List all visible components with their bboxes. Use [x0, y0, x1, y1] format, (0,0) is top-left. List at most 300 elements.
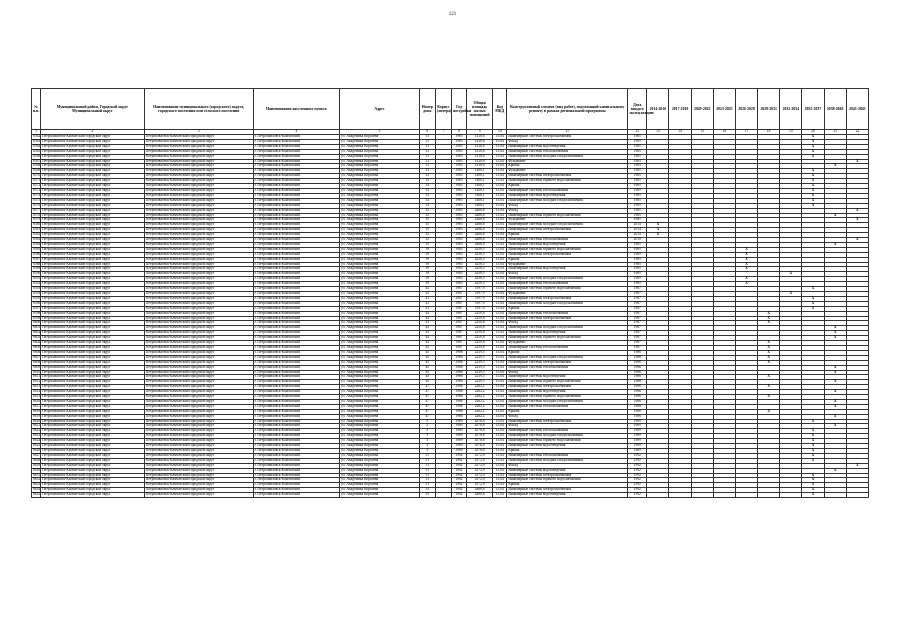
table-cell: 8604: [33, 340, 41, 345]
table-cell: 15,04: [493, 149, 507, 154]
table-cell: 1986: [628, 370, 647, 375]
table-cell: ул. Академика Королева: [340, 198, 420, 203]
table-cell: Инженерные системы электроснабжения: [507, 385, 628, 390]
table-cell: 15,04: [493, 306, 507, 311]
table-cell: г. Петропавловск-Камчатский: [253, 380, 340, 385]
table-cell: 15,04: [493, 493, 507, 498]
table-cell: Петропавловск-Камчатский городской округ: [144, 159, 253, 164]
table-cell: 15,04: [493, 434, 507, 439]
table-cell: X: [802, 478, 824, 483]
table-cell: 1986: [451, 370, 466, 375]
table-cell: Петропавловск-Камчатский городской округ: [41, 296, 145, 301]
table-cell: Петропавловск-Камчатский городской округ: [41, 306, 145, 311]
table-cell: 15,04: [493, 267, 507, 272]
table-cell: Петропавловск-Камчатский городской округ: [41, 242, 145, 247]
table-cell: X: [735, 282, 757, 287]
table-cell: 1418,6: [467, 154, 493, 159]
table-cell: Петропавловск-Камчатский городской округ: [144, 414, 253, 419]
table-cell: ул. Академика Королева: [340, 444, 420, 449]
table-cell: ул. Академика Королева: [340, 139, 420, 144]
table-cell: [735, 493, 757, 498]
table-cell: X: [647, 233, 669, 238]
table-cell: 8592: [33, 281, 41, 286]
table-cell: г. Петропавловск-Камчатский: [253, 493, 340, 498]
table-cell: 8602: [33, 330, 41, 335]
table-cell: Петропавловск-Камчатский городской округ: [144, 424, 253, 429]
table-cell: 15,04: [493, 341, 507, 346]
table-cell: 2239,5: [467, 365, 493, 370]
table-cell: 45: [419, 350, 435, 355]
table-cell: 15,04: [493, 213, 507, 218]
column-number: 7: [435, 130, 451, 135]
table-cell: Петропавловск-Камчатский городской округ: [144, 380, 253, 385]
table-cell: Петропавловск-Камчатский городской округ: [144, 228, 253, 233]
column-number: 22: [846, 130, 868, 135]
table-cell: 43: [419, 345, 435, 350]
table-cell: 15,04: [493, 272, 507, 277]
table-cell: Петропавловск-Камчатский городской округ: [144, 449, 253, 454]
table-cell: 1992: [451, 488, 466, 493]
table-cell: X: [758, 375, 780, 380]
table-cell: 15,04: [493, 228, 507, 233]
table-cell: 4576,8: [467, 449, 493, 454]
table-cell: Петропавловск-Камчатский городской округ: [41, 203, 145, 208]
column-header: Конструктивный элемент (вид работ), подлежащий капитальному ремонту в рамках региональной программы: [507, 89, 628, 130]
table-cell: г. Петропавловск-Камчатский: [253, 277, 340, 282]
table-cell: 31: [419, 164, 435, 169]
table-cell: 1986: [451, 365, 466, 370]
table-cell: Инженерные системы горячего водоснабжения: [507, 287, 628, 292]
table-cell: Фасад: [507, 203, 628, 208]
table-cell: Петропавловск-Камчатский городской округ: [41, 360, 145, 365]
table-cell: 4258,5: [467, 267, 493, 272]
table-cell: 8588: [33, 261, 41, 266]
table-cell: 15,04: [493, 282, 507, 287]
table-cell: 2019: [628, 238, 647, 243]
table-cell: Петропавловск-Камчатский городской округ: [144, 321, 253, 326]
table-cell: 15,04: [493, 208, 507, 213]
table-cell: ул. Академика Королева: [340, 213, 420, 218]
table-cell: X: [824, 414, 846, 419]
table-cell: X: [802, 449, 824, 454]
table-cell: 1992: [628, 483, 647, 488]
table-cell: г. Петропавловск-Камчатский: [253, 238, 340, 243]
table-cell: X: [758, 316, 780, 321]
table-cell: Петропавловск-Камчатский городской округ: [41, 287, 145, 292]
table-cell: 1418,6: [467, 159, 493, 164]
table-cell: Петропавловск-Камчатский городской округ: [144, 252, 253, 257]
table-cell: г. Петропавловск-Камчатский: [253, 385, 340, 390]
column-number: 8: [451, 130, 466, 135]
table-cell: 1986: [451, 385, 466, 390]
table-cell: 47: [419, 409, 435, 414]
table-cell: 1986: [628, 385, 647, 390]
table-cell: X: [735, 252, 757, 257]
table-cell: 1985: [451, 238, 466, 243]
table-cell: 4266,8: [467, 238, 493, 243]
table-cell: 8633: [33, 482, 41, 487]
table-cell: ул. Академика Королева: [340, 296, 420, 301]
column-header: № п.п.: [32, 89, 41, 130]
table-cell: X: [824, 424, 846, 429]
table-cell: 1985: [451, 135, 466, 140]
table-cell: 1985: [451, 228, 466, 233]
table-cell: 8620: [33, 418, 41, 423]
table-cell: 43: [419, 321, 435, 326]
table-cell: [669, 493, 691, 498]
table-cell: 1985: [451, 139, 466, 144]
table-cell: Инженерные системы горячего водоснабжения: [507, 179, 628, 184]
table-cell: 8580: [33, 222, 41, 227]
table-cell: 15,04: [493, 399, 507, 404]
table-cell: 15,04: [493, 287, 507, 292]
table-cell: г. Петропавловск-Камчатский: [253, 149, 340, 154]
table-cell: ул. Академика Королева: [340, 262, 420, 267]
table-cell: Петропавловск-Камчатский городской округ: [144, 434, 253, 439]
table-cell: X: [802, 174, 824, 179]
table-cell: г. Петропавловск-Камчатский: [253, 188, 340, 193]
table-cell: Петропавловск-Камчатский городской округ: [144, 233, 253, 238]
table-cell: 15,04: [493, 301, 507, 306]
table-cell: 1985: [451, 257, 466, 262]
column-number: 2: [41, 130, 145, 135]
table-cell: Петропавловск-Камчатский городской округ: [41, 478, 145, 483]
table-cell: 51: [419, 478, 435, 483]
table-cell: Инженерные системы горячего водоснабжения: [507, 478, 628, 483]
table-cell: 8623: [33, 433, 41, 438]
table-cell: ул. Академика Королева: [340, 360, 420, 365]
table-cell: 8584: [33, 241, 41, 246]
table-cell: X: [647, 228, 669, 233]
table-cell: ул. Академика Королева: [340, 306, 420, 311]
table-cell: г. Петропавловск-Камчатский: [253, 301, 340, 306]
table-cell: 31: [419, 139, 435, 144]
table-cell: Инженерные системы теплоснабжения: [507, 282, 628, 287]
table-cell: Петропавловск-Камчатский городской округ: [41, 385, 145, 390]
table-cell: ул. Академика Королева: [340, 395, 420, 400]
table-cell: ул. Академика Королева: [340, 483, 420, 488]
table-cell: Петропавловск-Камчатский городской округ: [41, 139, 145, 144]
table-cell: 2250,8: [467, 345, 493, 350]
table-cell: X: [758, 350, 780, 355]
table-cell: 5: [419, 434, 435, 439]
table-cell: [435, 493, 451, 498]
table-cell: 1985: [451, 218, 466, 223]
table-cell: Петропавловск-Камчатский городской округ: [41, 267, 145, 272]
table-cell: ул. Академика Королева: [340, 341, 420, 346]
table-cell: 2250,8: [467, 336, 493, 341]
table-cell: Петропавловск-Камчатский городской округ: [41, 188, 145, 193]
table-cell: г. Петропавловск-Камчатский: [253, 208, 340, 213]
table-cell: 1989: [628, 439, 647, 444]
table-cell: 41: [419, 306, 435, 311]
table-cell: 8635: [33, 492, 41, 497]
table-cell: 1986: [451, 409, 466, 414]
table-cell: Петропавловск-Камчатский городской округ: [41, 414, 145, 419]
table-cell: 31: [419, 154, 435, 159]
column-number: 1: [32, 130, 41, 135]
table-cell: 4576,8: [467, 439, 493, 444]
table-cell: X: [735, 277, 757, 282]
table-cell: Петропавловск-Камчатский городской округ: [144, 169, 253, 174]
table-cell: 1986: [451, 390, 466, 395]
table-cell: 8606: [33, 349, 41, 354]
table-cell: Петропавловск-Камчатский городской округ: [144, 336, 253, 341]
table-cell: 8609: [33, 364, 41, 369]
table-cell: 15,04: [493, 277, 507, 282]
table-cell: г. Петропавловск-Камчатский: [253, 267, 340, 272]
table-cell: 1418,6: [467, 149, 493, 154]
table-cell: 1986: [628, 414, 647, 419]
table-cell: X: [802, 154, 824, 159]
table-cell: X: [824, 380, 846, 385]
table-cell: [647, 493, 669, 498]
table-cell: 1985: [628, 135, 647, 140]
table-cell: 1986: [451, 350, 466, 355]
table-cell: Петропавловск-Камчатский городской округ: [41, 174, 145, 179]
table-cell: г. Петропавловск-Камчатский: [253, 135, 340, 140]
table-cell: 5: [419, 444, 435, 449]
table-cell: Фасад: [507, 139, 628, 144]
table-cell: Инженерные системы водоотведения: [507, 193, 628, 198]
table-cell: г. Петропавловск-Камчатский: [253, 360, 340, 365]
table-cell: 8573: [33, 187, 41, 192]
table-cell: г. Петропавловск-Камчатский: [253, 424, 340, 429]
table-cell: 41: [419, 296, 435, 301]
table-cell: ул. Академика Королева: [340, 301, 420, 306]
table-cell: 5197,9: [467, 301, 493, 306]
table-cell: Петропавловск-Камчатский городской округ: [144, 296, 253, 301]
table-cell: Петропавловск-Камчатский городской округ: [144, 306, 253, 311]
table-cell: 8618: [33, 408, 41, 413]
table-cell: 1992: [451, 463, 466, 468]
table-cell: Петропавловск-Камчатский городской округ: [41, 399, 145, 404]
table-cell: ул. Академика Королева: [340, 419, 420, 424]
table-cell: 1985: [451, 277, 466, 282]
table-cell: 1985: [628, 188, 647, 193]
table-cell: 31: [419, 149, 435, 154]
table-cell: г. Петропавловск-Камчатский: [253, 458, 340, 463]
table-cell: 1989: [628, 424, 647, 429]
table-cell: Петропавловск-Камчатский городской округ: [144, 301, 253, 306]
table-cell: Петропавловск-Камчатский городской округ: [144, 164, 253, 169]
table-cell: 15,04: [493, 169, 507, 174]
table-cell: ул. Академика Королева: [340, 228, 420, 233]
table-cell: X: [802, 184, 824, 189]
table-cell: Инженерные системы водоотведения: [507, 144, 628, 149]
table-cell: 2262,2: [467, 409, 493, 414]
table-cell: Петропавловск-Камчатский городской округ: [41, 404, 145, 409]
table-cell: 8566: [33, 153, 41, 158]
column-number: 18: [758, 130, 780, 135]
column-header: 2035-2037: [802, 89, 824, 130]
table-cell: X: [802, 306, 824, 311]
table-cell: г. Петропавловск-Камчатский: [253, 463, 340, 468]
table-cell: 1985: [451, 272, 466, 277]
table-cell: г. Петропавловск-Камчатский: [253, 321, 340, 326]
table-cell: г. Петропавловск-Камчатский: [253, 159, 340, 164]
table-cell: г. Петропавловск-Камчатский: [253, 345, 340, 350]
table-cell: Петропавловск-Камчатский городской округ: [41, 463, 145, 468]
table-cell: 1989: [628, 419, 647, 424]
table-cell: X: [735, 262, 757, 267]
table-cell: 4172,9: [467, 453, 493, 458]
table-cell: 15,04: [493, 380, 507, 385]
table-cell: 1986: [628, 365, 647, 370]
table-cell: Крыша: [507, 257, 628, 262]
table-cell: Фасад: [507, 463, 628, 468]
table-cell: ул. Академика Королева: [340, 193, 420, 198]
table-cell: 8574: [33, 192, 41, 197]
table-cell: г. Петропавловск-Камчатский: [253, 336, 340, 341]
column-number: 6: [419, 130, 435, 135]
table-cell: 15,04: [493, 311, 507, 316]
table-cell: г. Петропавловск-Камчатский: [253, 316, 340, 321]
table-cell: Петропавловск-Камчатский городской округ: [144, 277, 253, 282]
table-cell: Петропавловск-Камчатский городской округ: [41, 350, 145, 355]
table-cell: 4266,8: [467, 213, 493, 218]
table-cell: 15,04: [493, 395, 507, 400]
table-cell: X: [802, 198, 824, 203]
table-cell: г. Петропавловск-Камчатский: [253, 390, 340, 395]
table-cell: Инженерные системы электроснабжения: [507, 473, 628, 478]
table-cell: 8581: [33, 227, 41, 232]
table-cell: Петропавловск-Камчатский городской округ: [144, 395, 253, 400]
table-cell: Петропавловск-Камчатский городской округ: [41, 257, 145, 262]
table-cell: Петропавловск-Камчатский городской округ: [41, 390, 145, 395]
table-cell: 8619: [33, 413, 41, 418]
table-cell: Инженерные системы холодного водоснабжения: [507, 458, 628, 463]
table-cell: г. Петропавловск-Камчатский: [253, 375, 340, 380]
table-cell: Петропавловск-Камчатский городской округ: [144, 360, 253, 365]
table-cell: 8572: [33, 183, 41, 188]
table-cell: 5: [419, 419, 435, 424]
table-cell: г. Петропавловск-Камчатский: [253, 292, 340, 297]
table-cell: Инженерные системы электроснабжения: [507, 252, 628, 257]
table-cell: Инженерные системы электроснабжения: [507, 419, 628, 424]
table-cell: 1985: [628, 169, 647, 174]
table-cell: 8583: [33, 237, 41, 242]
table-cell: 35: [419, 218, 435, 223]
table-cell: X: [802, 429, 824, 434]
table-cell: ул. Академика Королева: [340, 179, 420, 184]
table-cell: X: [802, 434, 824, 439]
table-cell: 1406,1: [467, 198, 493, 203]
table-cell: 1406,1: [467, 169, 493, 174]
column-header: Адрес: [340, 89, 420, 130]
table-cell: 1986: [628, 395, 647, 400]
table-cell: 1985: [451, 164, 466, 169]
table-cell: X: [824, 370, 846, 375]
table-cell: 2262,2: [467, 395, 493, 400]
table-cell: 2239,5: [467, 370, 493, 375]
table-cell: Петропавловск-Камчатский городской округ: [144, 267, 253, 272]
table-cell: Петропавловск-Камчатский городской округ: [144, 135, 253, 140]
table-cell: 15,04: [493, 233, 507, 238]
table-cell: 51: [419, 453, 435, 458]
table-cell: 1418,6: [467, 164, 493, 169]
table-cell: 1985: [451, 188, 466, 193]
table-cell: 2014: [628, 233, 647, 238]
table-cell: Фасад: [507, 424, 628, 429]
table-cell: 1985: [628, 144, 647, 149]
table-cell: 39: [419, 272, 435, 277]
table-cell: 15,04: [493, 444, 507, 449]
table-cell: Петропавловск-Камчатский городской округ: [41, 449, 145, 454]
table-cell: г. Петропавловск-Камчатский: [253, 287, 340, 292]
table-cell: 1418,6: [467, 135, 493, 140]
table-cell: 8601: [33, 325, 41, 330]
table-cell: Петропавловск-Камчатский городской округ: [41, 252, 145, 257]
table-body: [32, 130, 869, 498]
table-cell: X: [802, 296, 824, 301]
column-header: 2029-2031: [758, 89, 780, 130]
table-cell: Петропавловск-Камчатский городской округ: [144, 193, 253, 198]
table-cell: Петропавловск-Камчатский городской округ: [144, 316, 253, 321]
table-cell: ул. Академика Королева: [340, 208, 420, 213]
table-cell: ул. Академика Королева: [340, 326, 420, 331]
table-cell: 33: [419, 184, 435, 189]
table-cell: 1987: [451, 326, 466, 331]
table-cell: 1992: [451, 478, 466, 483]
table-cell: 8569: [33, 168, 41, 173]
table-cell: Инженерные системы водоотведения: [507, 444, 628, 449]
table-cell: 1418,6: [467, 139, 493, 144]
table-cell: X: [802, 458, 824, 463]
table-cell: ул. Академика Королева: [340, 149, 420, 154]
table-cell: 1989: [628, 449, 647, 454]
table-cell: г. Петропавловск-Камчатский: [253, 213, 340, 218]
table-cell: 1992: [451, 473, 466, 478]
table-cell: 15,04: [493, 365, 507, 370]
table-cell: 1987: [628, 311, 647, 316]
table-cell: 8608: [33, 359, 41, 364]
table-cell: Петропавловск-Камчатский городской округ: [144, 198, 253, 203]
table-cell: 1992: [451, 458, 466, 463]
column-number: 10: [493, 130, 507, 135]
table-cell: 43: [419, 316, 435, 321]
table-cell: 1985: [451, 213, 466, 218]
table-cell: ул. Академика Королева: [340, 242, 420, 247]
table-cell: 1989: [451, 434, 466, 439]
table-cell: 1986: [451, 375, 466, 380]
column-number: 20: [802, 130, 824, 135]
table-cell: Петропавловск-Камчатский городской округ: [144, 331, 253, 336]
table-cell: 1406,1: [467, 184, 493, 189]
table-cell: 47: [419, 414, 435, 419]
table-cell: Петропавловск-Камчатский городской округ: [144, 242, 253, 247]
table-cell: X: [802, 135, 824, 140]
table-cell: 1989: [451, 419, 466, 424]
table-cell: 51: [419, 468, 435, 473]
table-cell: X: [802, 419, 824, 424]
table-cell: Петропавловск-Камчатский городской округ: [41, 218, 145, 223]
table-cell: Петропавловск-Камчатский городской округ: [144, 174, 253, 179]
table-cell: 8627: [33, 452, 41, 457]
table-cell: 1985: [451, 203, 466, 208]
table-cell: Инженерные системы водоотведения: [507, 242, 628, 247]
table-cell: Крыша: [507, 350, 628, 355]
table-cell: 8610: [33, 369, 41, 374]
table-cell: г. Петропавловск-Камчатский: [253, 453, 340, 458]
table-cell: 15,04: [493, 463, 507, 468]
table-cell: Петропавловск-Камчатский городской округ: [41, 493, 145, 498]
table-cell: 1987: [628, 345, 647, 350]
table-cell: г. Петропавловск-Камчатский: [253, 409, 340, 414]
column-header: Дата ввода в эксплуатацию: [628, 89, 647, 130]
table-cell: Петропавловск-Камчатский городской округ: [144, 223, 253, 228]
table-cell: 8578: [33, 212, 41, 217]
